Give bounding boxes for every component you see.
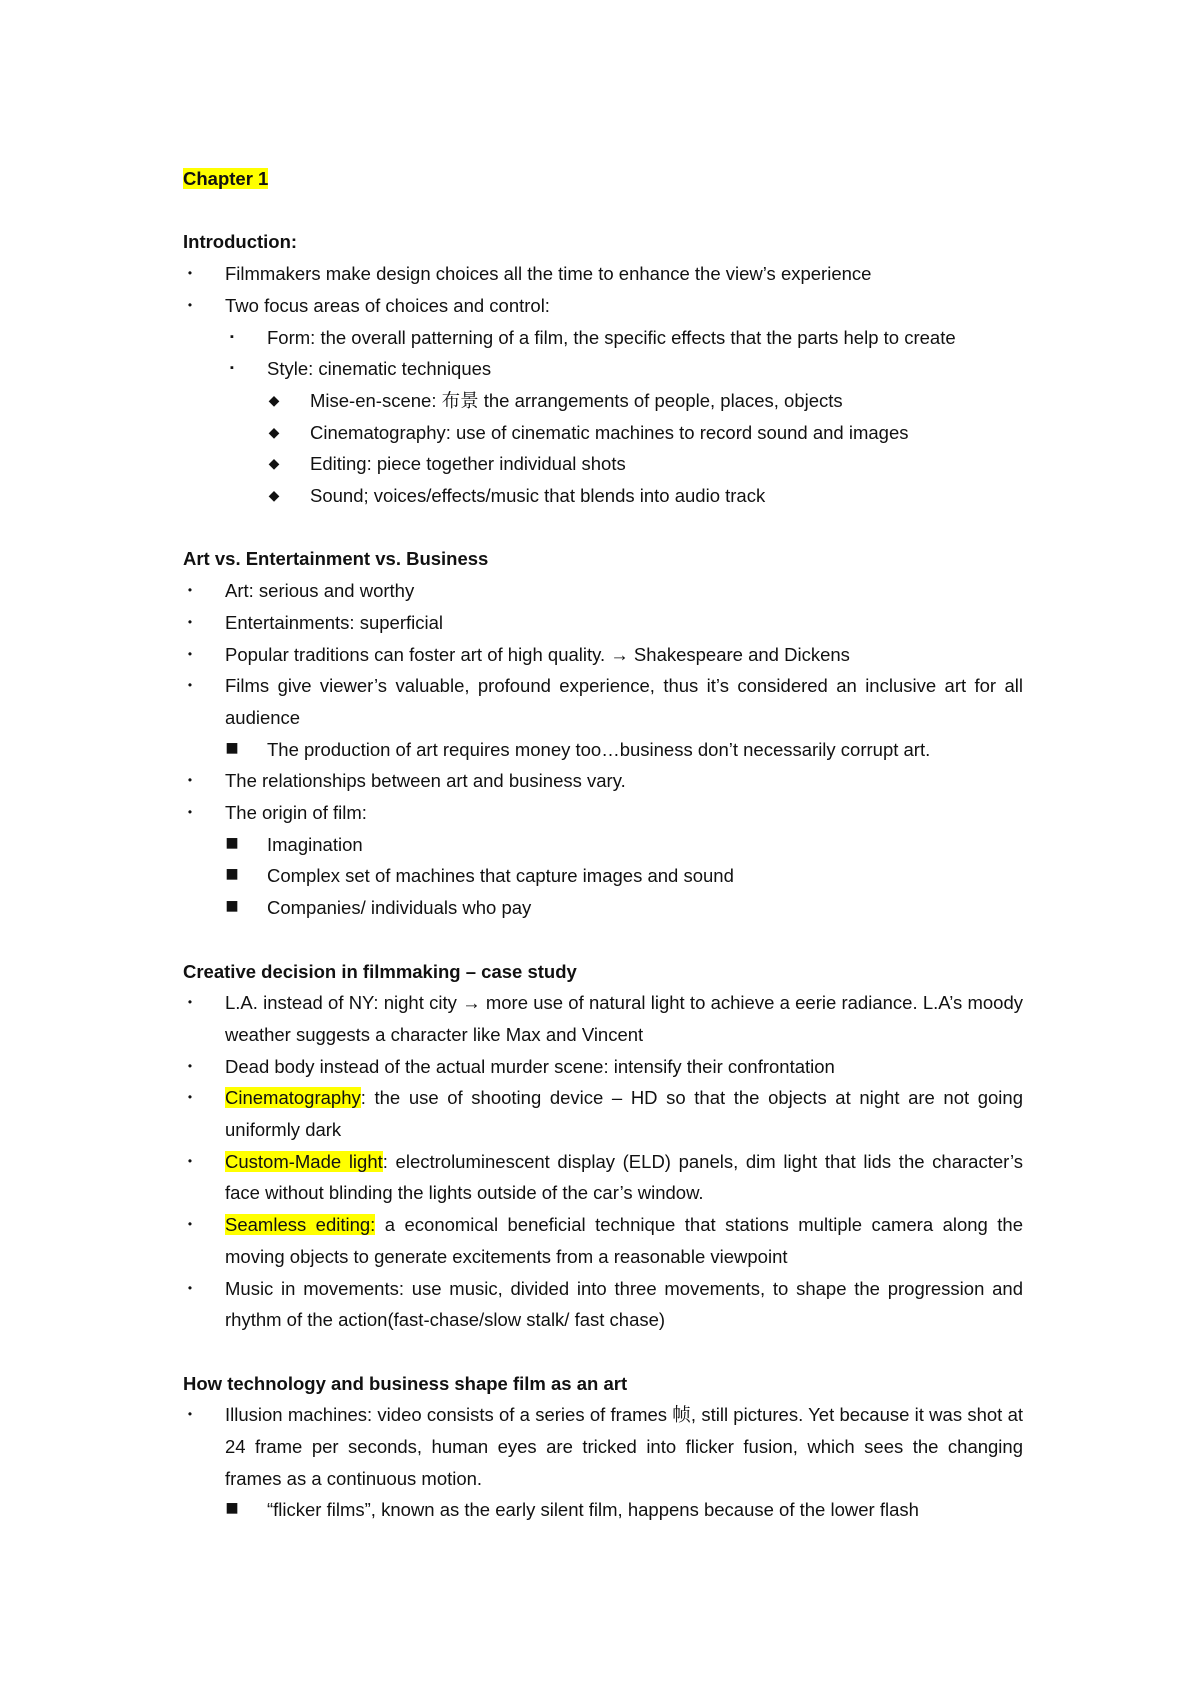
- list-item: [183, 1051, 1023, 1083]
- bullet-dot-icon: •: [187, 773, 193, 788]
- arrow-right-icon: →: [605, 643, 629, 665]
- list-item: [183, 829, 1023, 861]
- bullet-dia-icon: ◆: [268, 391, 280, 408]
- bullet-dot-icon: •: [187, 805, 193, 820]
- list-item-text: Form: the overall patterning of a film, the specific effects that the parts help to create: [267, 326, 956, 348]
- list-item-text: The origin of film:: [225, 802, 367, 824]
- list-item-text: Companies/ individuals who pay: [267, 897, 532, 919]
- arrow-right-icon: →: [456, 992, 481, 1014]
- list-item-text: Illusion machines: video consists of a series of frames 帧, still pictures. Yet because it was shot at 24 frame per seconds, human eyes are tricked into flicker fusion, which sees the changing frames as a continuous motion.: [225, 1404, 1023, 1489]
- bullet-dot-icon: •: [187, 1407, 193, 1422]
- list-item-text: Cinematography: use of cinematic machines to record sound and images: [310, 421, 909, 443]
- section-heading: Art vs. Entertainment vs. Business: [183, 548, 489, 570]
- list-item: [183, 670, 1023, 733]
- list-item: [183, 892, 1023, 924]
- list-item-text: L.A. instead of NY: night city: [225, 992, 457, 1014]
- list-item: [183, 1273, 1023, 1336]
- bullet-sq-icon: ▪: [230, 362, 234, 375]
- bullet-bigsq-icon: ■: [225, 734, 239, 760]
- list-item: [183, 385, 1023, 417]
- list-item: [183, 1399, 1023, 1494]
- bullet-dot-icon: •: [187, 678, 193, 693]
- spacer: [183, 512, 1023, 544]
- bullet-dot-icon: •: [187, 1153, 193, 1168]
- highlighted-term: Seamless editing:: [225, 1214, 376, 1236]
- list-item: [183, 765, 1023, 797]
- list-item: [183, 1146, 1023, 1209]
- list-item-text: Mise-en-scene: 布景 the arrangements of people, places, objects: [310, 389, 843, 411]
- bullet-bigsq-icon: ■: [225, 829, 239, 855]
- bullet-dot-icon: •: [187, 1217, 193, 1232]
- bullet-dia-icon: ◆: [268, 455, 280, 472]
- list-item-text: a economical beneficial technique that stations multiple camera along the moving objects to generate excitements from a reasonable viewpoint: [225, 1214, 1023, 1267]
- list-item: [183, 290, 1023, 322]
- bullet-dot-icon: •: [187, 583, 193, 598]
- list-item-text: Entertainments: superficial: [225, 611, 443, 633]
- list-item: [183, 734, 1023, 766]
- list-item: [183, 1209, 1023, 1272]
- list-item: [183, 417, 1023, 449]
- list-item-text: Complex set of machines that capture images and sound: [267, 865, 734, 887]
- document-page: [183, 163, 1023, 1526]
- list-item: [183, 353, 1023, 385]
- bullet-bigsq-icon: ■: [225, 861, 239, 887]
- bullet-dot-icon: •: [187, 646, 193, 661]
- list-item-text: Imagination: [267, 833, 363, 855]
- bullet-dia-icon: ◆: [268, 487, 280, 504]
- list-item: [183, 1082, 1023, 1145]
- list-item-text: Music in movements: use music, divided into three movements, to shape the progression and rhythm of the action(fast-chase/slow stalk/ fast chase): [225, 1277, 1023, 1331]
- list-item: [183, 797, 1023, 829]
- list-item-text: The relationships between art and business vary.: [225, 770, 626, 792]
- spacer: [183, 195, 1023, 227]
- list-item-text: “flicker films”, known as the early silent film, happens because of the lower flash: [267, 1499, 919, 1521]
- spacer: [183, 924, 1023, 956]
- list-item: [183, 860, 1023, 892]
- list-item: [183, 322, 1023, 354]
- section-heading: How technology and business shape film as an art: [183, 1372, 628, 1394]
- list-item: [183, 448, 1023, 480]
- list-item-text: Popular traditions can foster art of high quality.: [225, 643, 606, 665]
- list-item-text: Art: serious and worthy: [225, 580, 415, 602]
- list-item-text: Films give viewer’s valuable, profound experience, thus it’s considered an inclusive art for all audience: [225, 675, 1023, 728]
- list-item-text-after: more use of natural light to achieve a eerie radiance. L.A’s moody weather suggests a character like Max and Vincent: [225, 992, 1024, 1045]
- bullet-dot-icon: •: [187, 297, 193, 312]
- bullet-bigsq-icon: ■: [225, 1495, 239, 1521]
- section-heading: Introduction:: [183, 231, 298, 253]
- list-item-text: Two focus areas of choices and control:: [225, 294, 550, 316]
- list-item: [183, 987, 1023, 1050]
- chapter-title-text: Chapter 1: [183, 168, 269, 189]
- sections-container: [183, 226, 1023, 1526]
- list-item-text: The production of art requires money too…business don’t necessarily corrupt art.: [267, 738, 931, 760]
- bullet-bigsq-icon: ■: [225, 893, 239, 919]
- bullet-sq-icon: ▪: [230, 330, 234, 343]
- list-item-text: Sound; voices/effects/music that blends into audio track: [310, 485, 766, 507]
- list-item: [183, 480, 1023, 512]
- list-item-text-after: Shakespeare and Dickens: [628, 643, 850, 665]
- bullet-dot-icon: •: [187, 1058, 193, 1073]
- list-item-text: Dead body instead of the actual murder scene: intensify their confrontation: [225, 1055, 835, 1077]
- list-item-text: Filmmakers make design choices all the time to enhance the view’s experience: [225, 263, 872, 285]
- list-item-text: : electroluminescent display (ELD) panels, dim light that lids the character’s face without blinding the lights outside of the car’s window.: [225, 1150, 1023, 1204]
- highlighted-term: Cinematography: [225, 1087, 361, 1109]
- list-item: [183, 607, 1023, 639]
- bullet-dot-icon: •: [187, 1090, 193, 1105]
- bullet-dot-icon: •: [187, 266, 193, 281]
- list-item-text: Editing: piece together individual shots: [310, 453, 626, 475]
- list-item: [183, 1494, 1023, 1526]
- bullet-dot-icon: •: [187, 995, 193, 1010]
- chapter-title: [183, 163, 1023, 195]
- highlighted-term: Custom-Made light: [225, 1150, 383, 1172]
- bullet-dia-icon: ◆: [268, 423, 280, 440]
- list-item: [183, 258, 1023, 290]
- list-item-text: : the use of shooting device – HD so that the objects at night are not going uniformly dark: [225, 1087, 1023, 1141]
- list-item: [183, 575, 1023, 607]
- section-heading: Creative decision in filmmaking – case study: [183, 960, 577, 982]
- list-item-text: Style: cinematic techniques: [267, 358, 492, 380]
- bullet-dot-icon: •: [187, 1280, 193, 1295]
- spacer: [183, 1336, 1023, 1368]
- bullet-dot-icon: •: [187, 614, 193, 629]
- list-item: [183, 639, 1023, 671]
